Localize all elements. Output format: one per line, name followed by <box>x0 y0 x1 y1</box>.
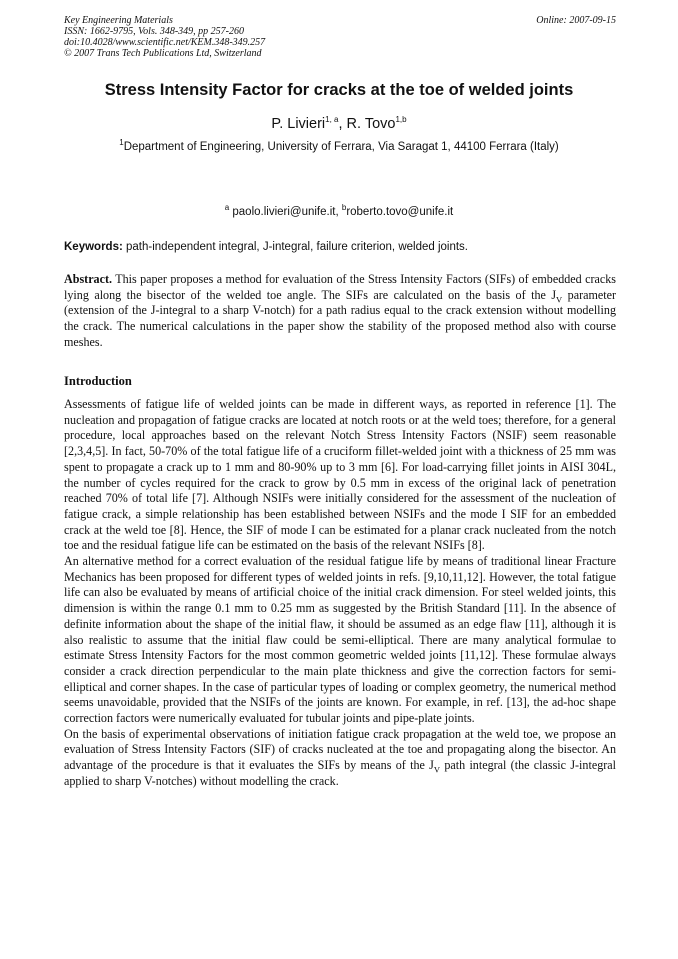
paper-title: Stress Intensity Factor for cracks at the toe of welded joints <box>104 81 574 99</box>
paragraph-text: path integral (the classic J-integral applied to sharp V-notches) without modelling the crack. <box>64 758 616 788</box>
email-mark: b <box>341 203 347 213</box>
email-address: roberto.tovo@unife.it <box>346 206 454 218</box>
section-heading: Introduction <box>64 374 132 388</box>
author-affiliation-mark: 1, a <box>325 115 339 125</box>
keywords-text: path-independent integral, J-integral, failure criterion, welded joints. <box>122 241 468 253</box>
email-address: paolo.livieri@unife.it, <box>229 206 342 218</box>
introduction-body <box>64 397 616 790</box>
paragraph-text: On the basis of experimental observations of initiation fatigue crack propagation at the weld toe, we propose an evaluation of Stress Intensity Factors (SIF) of cracks nucleated at the toe and propagating along the bisector. An advantage of the procedure is that it evaluates the SIFs by means of the J <box>64 726 616 773</box>
doi-line: doi:10.4028/www.scientific.net/KEM.348-349.257 <box>64 37 266 48</box>
email-line <box>40 203 638 218</box>
keywords <box>64 241 616 253</box>
paragraph <box>64 727 616 790</box>
journal-name: Key Engineering Materials <box>64 15 173 26</box>
author-separator: , <box>338 116 347 132</box>
author-name: P. Livieri <box>271 116 326 132</box>
abstract-label: Abstract. <box>64 272 113 286</box>
affiliation-text: Department of Engineering, University of Ferrara, Via Saragat 1, 44100 Ferrara (Italy) <box>123 141 559 153</box>
copyright-line: © 2007 Trans Tech Publications Ltd, Switzerland <box>64 48 262 59</box>
author-affiliation-mark: 1,b <box>395 115 407 125</box>
abstract <box>64 272 616 351</box>
issn-line: ISSN: 1662-9795, Vols. 348-349, pp 257-260 <box>64 26 244 37</box>
author-list <box>40 116 638 132</box>
paragraph: An alternative method for a correct evaluation of the residual fatigue life by means of traditional linear Fracture Mechanics has been proposed for different types of welded joints in refs. [9,10,11,12]. However, the total fatigue life can also be evaluated by means of artificial choice of the initial crack dimension. For steel welded joints, this dimension is within the range 0.1 mm to 0.25 mm as suggested by the British Standard [11]. In the absence of definite information about the shape of the initial flaw, it should be assumed as an edge flaw [11], although it is also realistic to assume that the initial flaw could be semi-elliptical. There are many analytical formulae to estimate Stress Intensity Factors for the most common geometric welded joints [11,12]. These formulae always consider a crack direction perpendicular to the main plate thickness and give the correction factors for semi-elliptical and corner shapes. In the case of particular types of loading or complex geometry, the numerical method seems unavoidable, provided that the NSIFs of the joints are known. For example, in ref. [13], the ad-hoc shape correction factors were numerically evaluated for tubular joints and pipe-plate joints. <box>64 554 616 726</box>
keywords-label: Keywords: <box>64 241 123 253</box>
journal-header <box>64 15 616 59</box>
paragraph: Assessments of fatigue life of welded joints can be made in different ways, as reported in reference [1]. The nucleation and propagation of fatigue cracks are located at notch roots or at the weld toes; therefore, for a general procedure, local approaches based on the relevant Notch Stress Intensity Factors (NSIF) seem reasonable [2,3,4,5]. In fact, 50-70% of the total fatigue life of a cruciform fillet-welded joint with a thickness of 25 mm was spent to propagate a crack up to 1 mm and 80-90% up to 3 mm [6]. For load-carrying fillet joints in AISI 304L, the number of cycles required for the crack to grow by 0.5 mm in excess of the original lack of penetration reached 70% of total life [7]. Although NSIFs were initially considered for the assessment of the nucleation of fatigue crack, a simple relationship has been established between NSIFs and the mode I SIF for an embedded crack at the weld toe [8]. Hence, the SIF of mode I can be estimated for a planar crack nucleated from the notch toe and the residual fatigue life can be estimated on the basis of the relevant NSIFs [8]. <box>64 397 616 553</box>
abstract-subscript: V <box>556 294 563 305</box>
online-date: Online: 2007-09-15 <box>536 15 616 26</box>
paragraph-subscript: V <box>433 764 441 775</box>
abstract-text: parameter (extension of the J-integral to a sharp V-notch) for a path radius equal to the crack extension without modelling the crack. The numerical calculations in the paper show the stability of the proposed method also with course meshes. <box>64 287 616 349</box>
affiliation <box>40 138 638 153</box>
author-name: R. Tovo <box>346 116 396 132</box>
abstract-text: This paper proposes a method for evaluation of the Stress Intensity Factors (SIFs) of embedded cracks lying along the bisector of the welded toe angle. The SIFs are calculated on the basis of the J <box>64 272 616 302</box>
affiliation-mark: 1 <box>119 138 124 148</box>
email-mark: a <box>224 203 230 213</box>
